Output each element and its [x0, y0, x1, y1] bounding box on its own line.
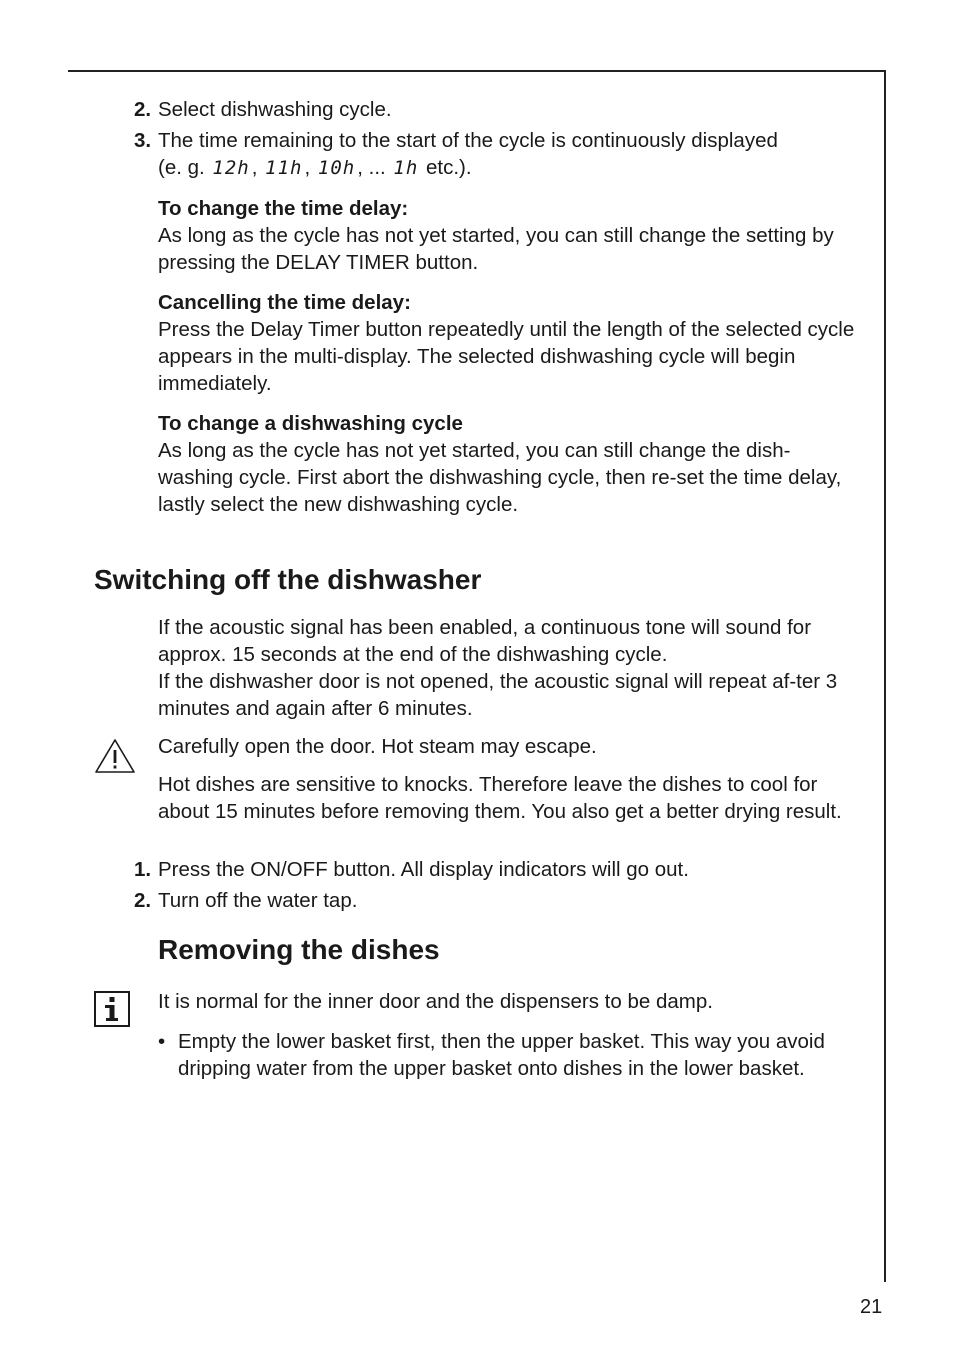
lcd-readout: 11h [265, 157, 303, 179]
page-number: 21 [860, 1296, 883, 1318]
lcd-readout: 10h [317, 157, 356, 179]
step-text: etc.). [426, 156, 472, 179]
delay-section [134, 96, 860, 518]
note-text: Hot dishes are sensitive to knocks. Therefore leave the dishes to cool for about 15 minutes before removing them. You also get a better drying result. [158, 773, 842, 823]
step-number: 2. [134, 98, 152, 121]
subheading: To change the time delay: [158, 197, 409, 220]
bullet-text: Empty the lower basket first, then the upper basket. This way you avoid dripping water from the upper basket onto dishes in the lower basket. [178, 1030, 825, 1080]
subheading: To change a dishwashing cycle [158, 412, 463, 435]
list-item [158, 1028, 882, 1082]
top-rule [68, 70, 886, 72]
paragraph: If the acoustic signal has been enabled, a continuous tone will sound for approx. 15 seconds at the end of the dishwashing cycle. [158, 616, 812, 666]
step-text: (e. g. [158, 156, 205, 179]
step-item [134, 887, 862, 914]
section-title: Switching off the dishwasher [94, 564, 482, 595]
info-icon [94, 991, 130, 1027]
ellipsis: ... [368, 156, 386, 179]
step-text: Select dishwashing cycle. [158, 98, 392, 121]
lcd-readout: 12h [212, 157, 250, 179]
subheading: Cancelling the time delay: [158, 291, 411, 314]
warning-text: Carefully open the door. Hot steam may escape. [158, 735, 597, 758]
step-number: 3. [134, 129, 152, 152]
step-number: 2. [134, 889, 152, 912]
switching-intro [158, 614, 862, 722]
step-item [134, 856, 862, 883]
info-text: It is normal for the inner door and the dispensers to be damp. [158, 990, 713, 1013]
step-text: Turn off the water tap. [158, 889, 358, 912]
step-number: 1. [134, 858, 152, 881]
paragraph: As long as the cycle has not yet started, you can still change the setting by pressing the DELAY TIMER button. [158, 224, 834, 274]
paragraph: If the dishwasher door is not opened, the acoustic signal will repeat af-ter 3 minutes and again after 6 minutes. [158, 670, 838, 720]
step-item [134, 96, 860, 123]
right-rule [884, 70, 886, 1282]
step-text: The time remaining to the start of the cycle is continuously displayed [158, 129, 778, 152]
section-title: Removing the dishes [158, 934, 440, 965]
warning-icon [94, 738, 136, 774]
lcd-readout: 1h [393, 157, 419, 179]
switch-off-steps [134, 856, 862, 918]
paragraph: As long as the cycle has not yet started, you can still change the dish-washing cycle. First abort the dishwashing cycle, then re-set the time delay, lastly select the new dishwashing cycle. [158, 439, 842, 516]
step-item: 3. The time remaining to the start of the cycle is continuously displayed (e. g. 12h, 11h, 10h, ... 1h etc.). [134, 129, 778, 179]
bullet-dot: • [158, 1030, 166, 1053]
paragraph: Press the Delay Timer button repeatedly until the length of the selected cycle appears in the multi-display. The selected dishwashing cycle will begin immediately. [158, 318, 855, 395]
step-text: Press the ON/OFF button. All display indicators will go out. [158, 858, 689, 881]
